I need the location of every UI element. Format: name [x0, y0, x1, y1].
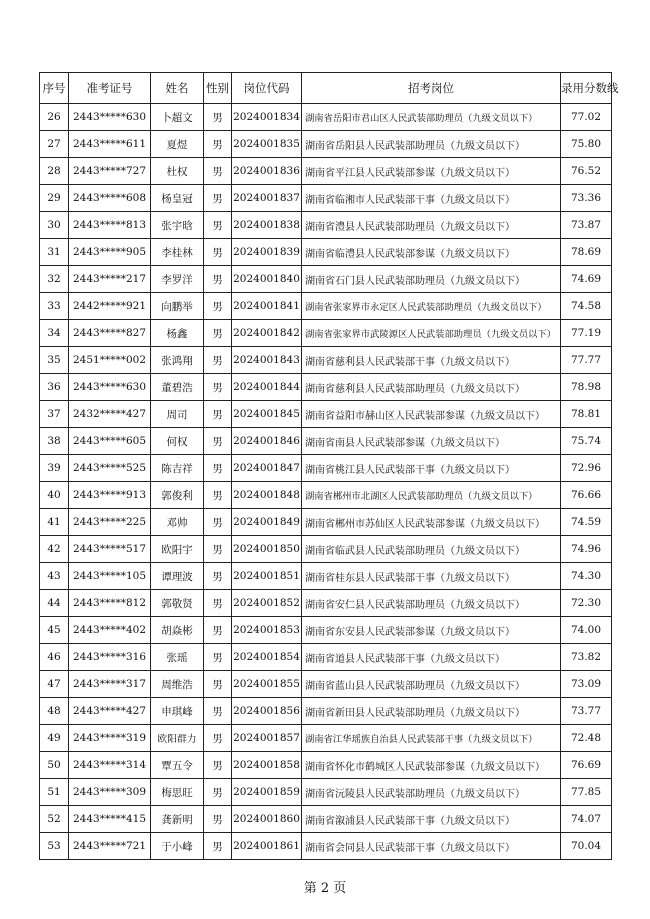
cell-score: 78.81: [561, 401, 612, 428]
cell-exam-id: 2443*****727: [69, 158, 151, 185]
cell-post: 湖南省益阳市赫山区人民武装部参谋（九级文员以下）: [302, 401, 561, 428]
table-row: [40, 212, 612, 239]
cell-post: 湖南省怀化市鹤城区人民武装部参谋（九级文员以下）: [302, 752, 561, 779]
header-exam-id: 准考证号: [69, 73, 151, 104]
cell-post-code: 2024001844: [232, 374, 302, 401]
cell-seq: 43: [40, 563, 69, 590]
cell-post: 湖南省澧县人民武装部助理员（九级文员以下）: [302, 212, 561, 239]
cell-exam-id: 2443*****813: [69, 212, 151, 239]
cell-post: 湖南省张家界市武陵源区人民武装部助理员（九级文员以下）: [302, 320, 561, 347]
cell-gender: 男: [204, 671, 232, 698]
cell-score: 74.69: [561, 266, 612, 293]
cell-post: 湖南省郴州市北湖区人民武装部助理员（九级文员以下）: [302, 482, 561, 509]
cell-post-code: 2024001853: [232, 617, 302, 644]
cell-post-code: 2024001847: [232, 455, 302, 482]
cell-seq: 50: [40, 752, 69, 779]
cell-gender: 男: [204, 563, 232, 590]
cell-post: 湖南省安仁县人民武装部助理员（九级文员以下）: [302, 590, 561, 617]
cell-gender: 男: [204, 833, 232, 860]
cell-seq: 40: [40, 482, 69, 509]
header-gender: 性别: [204, 73, 232, 104]
table-row: [40, 347, 612, 374]
results-table: [39, 72, 619, 860]
table-row: [40, 239, 612, 266]
cell-score: 72.48: [561, 725, 612, 752]
cell-post: 湖南省桃江县人民武装部干事（九级文员以下）: [302, 455, 561, 482]
cell-post-code: 2024001858: [232, 752, 302, 779]
cell-exam-id: 2443*****608: [69, 185, 151, 212]
cell-name: 李罗洋: [151, 266, 204, 293]
cell-name: 夏煜: [151, 131, 204, 158]
cell-score: 77.85: [561, 779, 612, 806]
cell-post-code: 2024001855: [232, 671, 302, 698]
table-row: [40, 293, 612, 320]
cell-score: 75.74: [561, 428, 612, 455]
cell-score: 76.69: [561, 752, 612, 779]
cell-exam-id: 2443*****427: [69, 698, 151, 725]
table-row: [40, 455, 612, 482]
cell-seq: 36: [40, 374, 69, 401]
cell-post: 湖南省张家界市永定区人民武装部助理员（九级文员以下）: [302, 293, 561, 320]
cell-gender: 男: [204, 509, 232, 536]
cell-score: 72.96: [561, 455, 612, 482]
header-post-code: 岗位代码: [232, 73, 302, 104]
cell-score: 73.82: [561, 644, 612, 671]
table-row: [40, 833, 612, 860]
cell-name: 张瑶: [151, 644, 204, 671]
cell-post-code: 2024001851: [232, 563, 302, 590]
table-row: [40, 806, 612, 833]
cell-post-code: 2024001840: [232, 266, 302, 293]
cell-gender: 男: [204, 698, 232, 725]
cell-post-code: 2024001842: [232, 320, 302, 347]
cell-name: 张鸿翔: [151, 347, 204, 374]
cell-gender: 男: [204, 212, 232, 239]
cell-score: 75.80: [561, 131, 612, 158]
cell-gender: 男: [204, 401, 232, 428]
cell-post-code: 2024001850: [232, 536, 302, 563]
table-row: [40, 590, 612, 617]
table-row: [40, 158, 612, 185]
cell-post: 湖南省江华瑶族自治县人民武装部干事（九级文员以下）: [302, 725, 561, 752]
cell-gender: 男: [204, 131, 232, 158]
cell-score: 76.52: [561, 158, 612, 185]
cell-name: 董碧浩: [151, 374, 204, 401]
table-row: [40, 266, 612, 293]
cell-post-code: 2024001837: [232, 185, 302, 212]
cell-gender: 男: [204, 320, 232, 347]
cell-score: 77.02: [561, 104, 612, 131]
cell-post: 湖南省临湘市人民武装部干事（九级文员以下）: [302, 185, 561, 212]
cell-gender: 男: [204, 239, 232, 266]
cell-name: 郭敬贤: [151, 590, 204, 617]
cell-name: 周司: [151, 401, 204, 428]
cell-post: 湖南省新田县人民武装部助理员（九级文员以下）: [302, 698, 561, 725]
cell-post: 湖南省东安县人民武装部参谋（九级文员以下）: [302, 617, 561, 644]
cell-seq: 31: [40, 239, 69, 266]
cell-exam-id: 2443*****905: [69, 239, 151, 266]
cell-gender: 男: [204, 266, 232, 293]
cell-post: 湖南省南县人民武装部参谋（九级文员以下）: [302, 428, 561, 455]
cell-post-code: 2024001845: [232, 401, 302, 428]
cell-seq: 29: [40, 185, 69, 212]
cell-name: 张宇晗: [151, 212, 204, 239]
cell-seq: 46: [40, 644, 69, 671]
cell-exam-id: 2443*****402: [69, 617, 151, 644]
cell-post: 湖南省石门县人民武装部助理员（九级文员以下）: [302, 266, 561, 293]
cell-post-code: 2024001852: [232, 590, 302, 617]
cell-exam-id: 2443*****517: [69, 536, 151, 563]
cell-post-code: 2024001859: [232, 779, 302, 806]
table-row: [40, 536, 612, 563]
cell-name: 梅思旺: [151, 779, 204, 806]
cell-seq: 51: [40, 779, 69, 806]
table-row: [40, 617, 612, 644]
cell-seq: 44: [40, 590, 69, 617]
table-row: [40, 401, 612, 428]
cell-score: 74.59: [561, 509, 612, 536]
cell-name: 于小峰: [151, 833, 204, 860]
cell-seq: 26: [40, 104, 69, 131]
cell-name: 杨鑫: [151, 320, 204, 347]
table-row: [40, 131, 612, 158]
cell-post-code: 2024001841: [232, 293, 302, 320]
cell-score: 78.69: [561, 239, 612, 266]
cell-post-code: 2024001839: [232, 239, 302, 266]
cell-score: 78.98: [561, 374, 612, 401]
cell-score: 70.04: [561, 833, 612, 860]
table-row: [40, 320, 612, 347]
cell-post: 湖南省会同县人民武装部干事（九级文员以下）: [302, 833, 561, 860]
cell-score: 74.00: [561, 617, 612, 644]
cell-gender: 男: [204, 725, 232, 752]
cell-gender: 男: [204, 158, 232, 185]
cell-score: 73.36: [561, 185, 612, 212]
cell-post-code: 2024001861: [232, 833, 302, 860]
cell-post: 湖南省蓝山县人民武装部助理员（九级文员以下）: [302, 671, 561, 698]
cell-seq: 27: [40, 131, 69, 158]
cell-exam-id: 2443*****225: [69, 509, 151, 536]
cell-exam-id: 2443*****611: [69, 131, 151, 158]
cell-exam-id: 2443*****630: [69, 374, 151, 401]
header-post: 招考岗位: [302, 73, 561, 104]
cell-post-code: 2024001835: [232, 131, 302, 158]
cell-post: 湖南省慈利县人民武装部助理员（九级文员以下）: [302, 374, 561, 401]
cell-score: 74.07: [561, 806, 612, 833]
table-row: [40, 509, 612, 536]
cell-score: 74.30: [561, 563, 612, 590]
cell-gender: 男: [204, 293, 232, 320]
cell-exam-id: 2442*****921: [69, 293, 151, 320]
cell-name: 欧阳群力: [151, 725, 204, 752]
cell-seq: 37: [40, 401, 69, 428]
cell-name: 邓帅: [151, 509, 204, 536]
cell-seq: 49: [40, 725, 69, 752]
cell-seq: 48: [40, 698, 69, 725]
cell-score: 74.96: [561, 536, 612, 563]
cell-seq: 32: [40, 266, 69, 293]
cell-exam-id: 2443*****217: [69, 266, 151, 293]
cell-score: 74.58: [561, 293, 612, 320]
table-row: [40, 104, 612, 131]
cell-gender: 男: [204, 347, 232, 374]
cell-post-code: 2024001854: [232, 644, 302, 671]
page-number: 第 2 页: [303, 881, 347, 896]
cell-score: 73.87: [561, 212, 612, 239]
cell-gender: 男: [204, 185, 232, 212]
cell-post-code: 2024001836: [232, 158, 302, 185]
table-row: [40, 779, 612, 806]
cell-gender: 男: [204, 374, 232, 401]
cell-exam-id: 2443*****314: [69, 752, 151, 779]
cell-seq: 33: [40, 293, 69, 320]
cell-gender: 男: [204, 752, 232, 779]
cell-score: 73.77: [561, 698, 612, 725]
cell-seq: 41: [40, 509, 69, 536]
header-name: 姓名: [151, 73, 204, 104]
table-row: [40, 374, 612, 401]
cell-exam-id: 2443*****316: [69, 644, 151, 671]
table-row: [40, 428, 612, 455]
cell-score: 73.09: [561, 671, 612, 698]
cell-name: 卜超文: [151, 104, 204, 131]
cell-score: 72.30: [561, 590, 612, 617]
cell-post: 湖南省平江县人民武装部参谋（九级文员以下）: [302, 158, 561, 185]
cell-seq: 53: [40, 833, 69, 860]
cell-score: 76.66: [561, 482, 612, 509]
cell-gender: 男: [204, 644, 232, 671]
table-body: [40, 104, 612, 860]
cell-name: 谭理波: [151, 563, 204, 590]
cell-gender: 男: [204, 482, 232, 509]
cell-name: 何权: [151, 428, 204, 455]
cell-post-code: 2024001860: [232, 806, 302, 833]
table-row: [40, 644, 612, 671]
cell-gender: 男: [204, 455, 232, 482]
cell-post-code: 2024001857: [232, 725, 302, 752]
cell-exam-id: 2443*****630: [69, 104, 151, 131]
cell-post-code: 2024001838: [232, 212, 302, 239]
cell-seq: 35: [40, 347, 69, 374]
table-row: [40, 185, 612, 212]
cell-exam-id: 2443*****812: [69, 590, 151, 617]
cell-name: 覃五令: [151, 752, 204, 779]
cell-gender: 男: [204, 806, 232, 833]
cell-seq: 42: [40, 536, 69, 563]
cell-exam-id: 2432*****427: [69, 401, 151, 428]
cell-exam-id: 2443*****827: [69, 320, 151, 347]
cell-exam-id: 2443*****317: [69, 671, 151, 698]
cell-post: 湖南省临澧县人民武装部参谋（九级文员以下）: [302, 239, 561, 266]
cell-gender: 男: [204, 590, 232, 617]
cell-exam-id: 2443*****525: [69, 455, 151, 482]
cell-post-code: 2024001846: [232, 428, 302, 455]
cell-exam-id: 2443*****913: [69, 482, 151, 509]
cell-exam-id: 2443*****319: [69, 725, 151, 752]
cell-gender: 男: [204, 104, 232, 131]
cell-exam-id: 2443*****721: [69, 833, 151, 860]
cell-post: 湖南省桂东县人民武装部干事（九级文员以下）: [302, 563, 561, 590]
table-row: [40, 671, 612, 698]
table-row: [40, 698, 612, 725]
cell-seq: 34: [40, 320, 69, 347]
cell-name: 胡焱彬: [151, 617, 204, 644]
cell-exam-id: 2451*****002: [69, 347, 151, 374]
cell-post-code: 2024001856: [232, 698, 302, 725]
cell-gender: 男: [204, 536, 232, 563]
cell-score: 77.19: [561, 320, 612, 347]
table-row: [40, 482, 612, 509]
cell-post: 湖南省岳阳市君山区人民武装部助理员（九级文员以下）: [302, 104, 561, 131]
cell-post: 湖南省郴州市苏仙区人民武装部参谋（九级文员以下）: [302, 509, 561, 536]
cell-gender: 男: [204, 779, 232, 806]
cell-post-code: 2024001834: [232, 104, 302, 131]
cell-exam-id: 2443*****605: [69, 428, 151, 455]
cell-score: 77.77: [561, 347, 612, 374]
cell-seq: 38: [40, 428, 69, 455]
cell-seq: 28: [40, 158, 69, 185]
cell-post-code: 2024001848: [232, 482, 302, 509]
cell-exam-id: 2443*****309: [69, 779, 151, 806]
cell-name: 申琪峰: [151, 698, 204, 725]
cell-name: 郭俊利: [151, 482, 204, 509]
table-row: [40, 725, 612, 752]
cell-gender: 男: [204, 617, 232, 644]
cell-exam-id: 2443*****105: [69, 563, 151, 590]
cell-post: 湖南省临武县人民武装部助理员（九级文员以下）: [302, 536, 561, 563]
cell-exam-id: 2443*****415: [69, 806, 151, 833]
cell-seq: 39: [40, 455, 69, 482]
table-row: [40, 563, 612, 590]
cell-name: 李桂林: [151, 239, 204, 266]
cell-seq: 30: [40, 212, 69, 239]
cell-seq: 45: [40, 617, 69, 644]
cell-name: 杜权: [151, 158, 204, 185]
cell-post: 湖南省慈利县人民武装部干事（九级文员以下）: [302, 347, 561, 374]
cell-name: 杨皇冠: [151, 185, 204, 212]
cell-seq: 47: [40, 671, 69, 698]
header-score: 录用分数线: [561, 73, 612, 104]
cell-name: 向鹏举: [151, 293, 204, 320]
cell-post: 湖南省溆浦县人民武装部干事（九级文员以下）: [302, 806, 561, 833]
cell-name: 龚新明: [151, 806, 204, 833]
cell-post: 湖南省道县人民武装部干事（九级文员以下）: [302, 644, 561, 671]
cell-post-code: 2024001843: [232, 347, 302, 374]
cell-name: 周维浩: [151, 671, 204, 698]
cell-post-code: 2024001849: [232, 509, 302, 536]
table-row: [40, 752, 612, 779]
cell-seq: 52: [40, 806, 69, 833]
cell-post: 湖南省沅陵县人民武装部助理员（九级文员以下）: [302, 779, 561, 806]
cell-gender: 男: [204, 428, 232, 455]
header-row: [40, 73, 612, 104]
header-seq: 序号: [40, 73, 69, 104]
cell-name: 欧阳宇: [151, 536, 204, 563]
cell-name: 陈吉祥: [151, 455, 204, 482]
cell-post: 湖南省岳阳县人民武装部助理员（九级文员以下）: [302, 131, 561, 158]
